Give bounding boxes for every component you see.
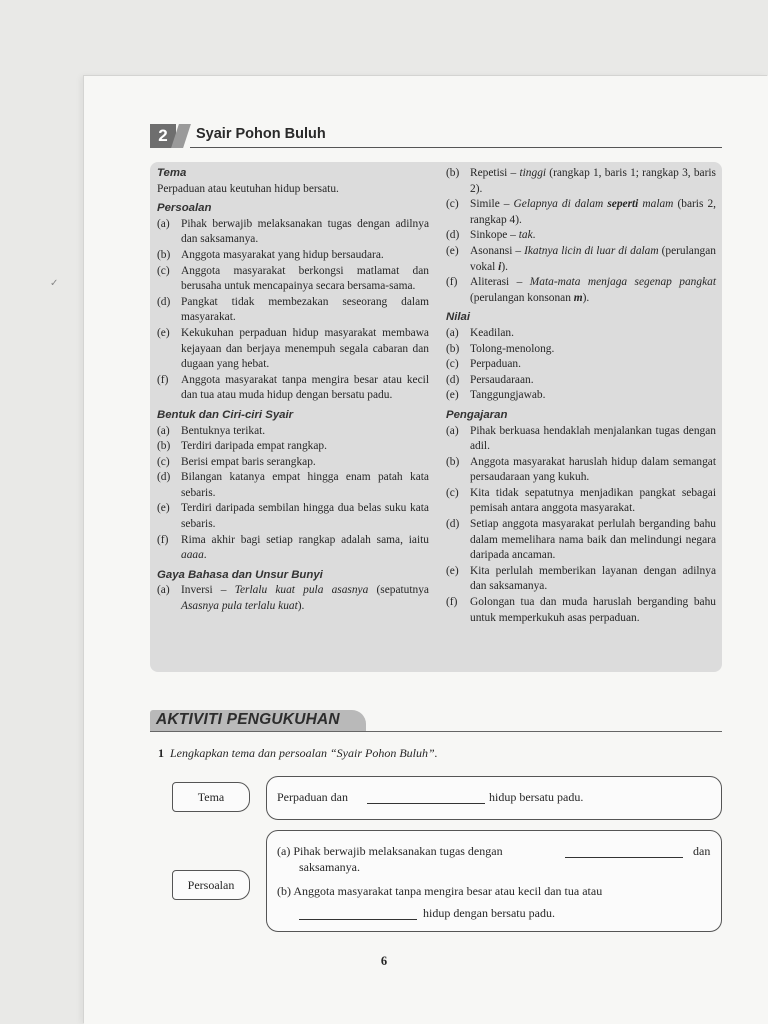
bentuk-item: (b) Terdiri daripada empat rangkap. <box>157 440 327 453</box>
nilai-item: (c) Perpaduan. <box>446 358 521 371</box>
persoalan-answer-box <box>266 830 722 932</box>
gaya-item: (f) Aliterasi – Mata-mata menjaga segenap pangkat (perulangan konsonan m). <box>446 276 716 304</box>
section-header <box>150 124 722 150</box>
tema-text: Perpaduan atau keutuhan hidup bersatu. <box>157 182 339 195</box>
question-number: 1 <box>158 746 164 760</box>
page-number: 6 <box>380 954 388 968</box>
tema-blank[interactable] <box>367 803 485 804</box>
activity-header <box>150 710 722 734</box>
pengajaran-item: (e) Kita perlulah memberikan layanan dengan adilnya dan saksamanya. <box>446 564 716 593</box>
question-text: Lengkapkan tema dan persoalan “Syair Pohon Buluh”. <box>170 746 438 760</box>
gaya-heading: Gaya Bahasa dan Unsur Bunyi <box>157 568 323 581</box>
gaya-item: (c) Simile – Gelapnya di dalam seperti malam (baris 2, rangkap 4). <box>446 198 716 226</box>
bentuk-item: (a) Bentuknya terikat. <box>157 424 266 437</box>
persoalan-a-text: (a) Pihak berwajib melaksanakan tugas dengan <box>277 844 503 858</box>
persoalan-a-blank[interactable] <box>565 857 683 858</box>
nilai-item: (e) Tanggungjawab. <box>446 389 546 402</box>
pengajaran-item: (b) Anggota masyarakat haruslah hidup dalam semangat persaudaraan yang kukuh. <box>446 455 716 484</box>
notes-right-column <box>446 166 716 626</box>
tema-tag: Tema <box>172 782 250 812</box>
section-rule <box>190 147 722 148</box>
section-title: Syair Pohon Buluh <box>196 126 326 142</box>
persoalan-item: (f) Anggota masyarakat tanpa mengira besar atau kecil dan tua atau muda hidup dengan bersatu padu. <box>157 373 429 402</box>
bentuk-item: (e) Terdiri daripada sembilan hingga dua belas suku kata sebaris. <box>157 502 429 531</box>
pengajaran-item: (d) Setiap anggota masyarakat perlulah berganding bahu dalam memelihara nama baik dan melindungi negara daripada ancaman. <box>446 518 716 562</box>
tema-heading: Tema <box>157 167 187 179</box>
pengajaran-item: (c) Kita tidak sepatutnya menjadikan pangkat sebagai pemisah antara anggota masyarakat. <box>446 486 716 515</box>
gaya-item: (a) Inversi – Terlalu kuat pula asasnya (sepatutnya Asasnya pula terlalu kuat). <box>157 584 429 613</box>
notes-left-column <box>157 166 429 615</box>
persoalan-item: (d) Pangkat tidak membezakan seseorang dalam masyarakat. <box>157 295 429 324</box>
bentuk-item: (c) Berisi empat baris serangkap. <box>157 455 316 468</box>
tema-answer-prefix: Perpaduan dan <box>277 790 348 804</box>
nilai-heading: Nilai <box>446 311 471 324</box>
gaya-item: (d) Sinkope – tak. <box>446 229 536 242</box>
persoalan-a-end: dan <box>693 844 711 858</box>
pengajaran-heading: Pengajaran <box>446 408 508 421</box>
persoalan-item: (e) Kekukuhan perpaduan hidup masyarakat membawa kejayaan dan berjaya menempuh segala cabaran dan dugaan yang hebat. <box>157 326 429 371</box>
gaya-item: (b) Repetisi – tinggi (rangkap 1, baris 1; rangkap 3, baris 2). <box>446 167 716 195</box>
tema-answer-box <box>266 776 722 820</box>
bentuk-item: (d) Bilangan katanya empat hingga enam patah kata sebaris. <box>157 471 429 499</box>
persoalan-item: (a) Pihak berwajib melaksanakan tugas dengan adilnya dan saksamanya. <box>157 217 429 246</box>
bentuk-heading: Bentuk dan Ciri-ciri Syair <box>157 408 294 421</box>
pengajaran-item: (f) Golongan tua dan muda haruslah berganding bahu untuk memperkukuh asas perpaduan. <box>446 596 716 624</box>
nilai-item: (a) Keadilan. <box>446 326 514 339</box>
activity-rule <box>150 731 722 732</box>
question-1 <box>158 746 438 761</box>
persoalan-item: (b) Anggota masyarakat yang hidup bersaudara. <box>157 248 384 261</box>
notes-box <box>150 162 722 672</box>
persoalan-b-line2: hidup dengan bersatu padu. <box>423 906 555 920</box>
gaya-item: (e) Asonansi – Ikatnya licin di luar di dalam (perulangan vokal i). <box>446 244 716 273</box>
persoalan-b-text: (b) Anggota masyarakat tanpa mengira besar atau kecil dan tua atau <box>277 884 603 898</box>
persoalan-item: (c) Anggota masyarakat berkongsi matlamat dan berusaha untuk mencapainya secara bersama-sama. <box>157 264 429 293</box>
pengajaran-item: (a) Pihak berkuasa hendaklah menjalankan tugas dengan adil. <box>446 424 716 453</box>
tema-answer-suffix: hidup bersatu padu. <box>489 790 584 804</box>
persoalan-tag: Persoalan <box>172 870 250 900</box>
persoalan-heading: Persoalan <box>157 202 212 215</box>
section-number: 2 <box>150 124 176 148</box>
nilai-item: (b) Tolong-menolong. <box>446 342 555 355</box>
activity-title: AKTIVITI PENGUKUHAN <box>156 711 340 728</box>
bentuk-item: (f) Rima akhir bagi setiap rangkap adalah sama, iaitu aaaa. <box>157 533 429 562</box>
persoalan-b-blank[interactable] <box>299 919 417 920</box>
nilai-item: (d) Persaudaraan. <box>446 373 534 386</box>
stray-mark: ✓ <box>50 278 59 289</box>
persoalan-a-line2: saksamanya. <box>299 860 360 874</box>
